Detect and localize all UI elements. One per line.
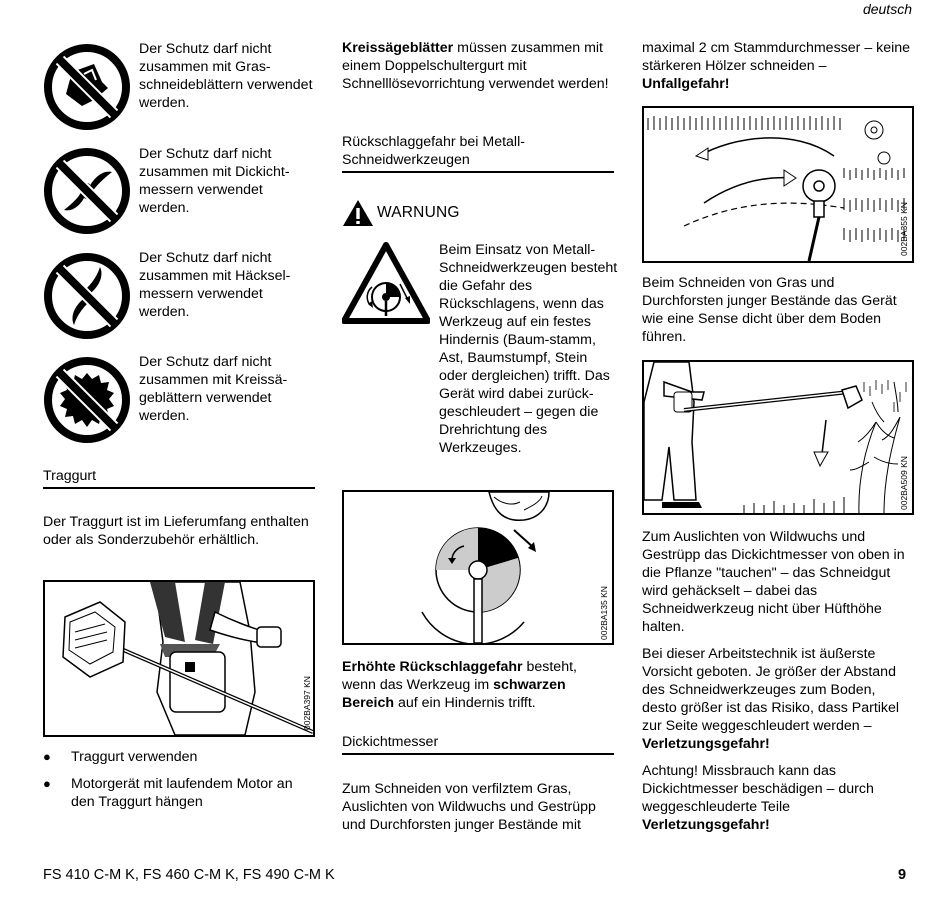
list-item-text: Traggurt verwenden <box>71 749 198 765</box>
warning-banner <box>342 199 460 227</box>
traggurt-body: Der Traggurt ist im Lieferumfang enthalten oder als Sonderzubehör erhältlich. <box>43 514 309 548</box>
bold-term: Erhöhte Rückschlaggefahr <box>342 659 523 675</box>
diameter-note <box>642 39 914 93</box>
harness-figure <box>43 580 315 737</box>
section-heading-kickback: Rückschlaggefahr bei Metall-Schneidwerkzeugen <box>342 133 614 173</box>
note-rest: besteht, wenn das Werkzeug im <box>342 659 577 693</box>
bold-warning: Verletzungsgefahr! <box>642 817 770 833</box>
bullet-icon: ● <box>43 776 51 791</box>
section-heading-traggurt: Traggurt <box>43 467 315 489</box>
page-number: 9 <box>898 867 907 883</box>
language-label: deutsch <box>862 1 912 17</box>
scything-text: Beim Schneiden von Gras und Durchforsten junger Bestände das Gerät wie eine Sense dicht über dem Boden führen. <box>642 275 897 345</box>
warning-triangle-icon <box>342 199 374 227</box>
symbol-text-brush-knife: Der Schutz darf nicht zusammen mit Dickicht-messern verwendet werden. <box>139 146 290 216</box>
list-item <box>43 748 315 766</box>
saw-blade-note <box>342 39 614 93</box>
no-circular-saw-blade-icon <box>42 355 132 445</box>
scything-illustration <box>644 108 912 261</box>
kickback-note <box>342 658 614 712</box>
bullet-icon: ● <box>43 749 51 764</box>
symbol-text-chopper: Der Schutz darf nicht zusammen mit Häcksel-messern verwendet werden. <box>139 250 291 320</box>
misuse-body: Achtung! Missbrauch kann das Dickichtmesser beschädigen – durch weggeschleuderte Teile <box>642 763 874 815</box>
warning-label: WARNUNG <box>377 204 460 221</box>
figure-code: 002BA397 KN <box>302 676 312 730</box>
brush-cutting-illustration <box>644 362 912 513</box>
no-grass-blade-icon <box>42 42 132 132</box>
bold-warning: Unfallgefahr! <box>642 76 730 92</box>
note-rest: müssen zusammen mit einem Doppelschultergurt mit Schnelllösevorrichtung verwendet werden! <box>342 40 609 92</box>
note-rest: auf ein Hindernis trifft. <box>394 695 536 711</box>
bold-warning: Verletzungsgefahr! <box>642 736 770 752</box>
list-item <box>43 775 315 811</box>
warning-text: Beim Einsatz von Metall-Schneidwerkzeugen besteht die Gefahr des Rückschlagens, wenn das Werkzeug auf ein festes Hindernis (Baum-stamm, Ast, Baumstumpf, Stein oder dergleichen) trifft. Das Gerät wird dabei zurück-geschleudert – gegen die Drehrichtung des Werkzeuges. <box>439 242 618 456</box>
brush-cutting-figure <box>642 360 914 515</box>
kickback-warning-icon <box>342 242 430 324</box>
figure-code: 002BA135 KN <box>599 586 609 640</box>
kickback-figure <box>342 490 614 645</box>
list-item-text: Motorgerät mit laufendem Motor an den Traggurt hängen <box>71 776 293 810</box>
dickicht-text: Zum Schneiden von verfilztem Gras, Auslichten von Wildwuchs und Gestrüpp und Durchforsten junger Bestände mit <box>342 781 596 833</box>
figure-code: 002BA509 KN <box>899 456 909 510</box>
symbol-text-grass: Der Schutz darf nicht zusammen mit Gras-schneideblättern verwendet werden. <box>139 41 313 111</box>
figure-code: 002BA355 KN <box>899 202 909 256</box>
brush-cutting-text: Zum Auslichten von Wildwuchs und Gestrüpp das Dickichtmesser von oben in die Pflanze "tauchen" – das Schneidgut wird gehäckselt – dabei das Schneidwerkzeug nicht über Hüfthöhe halten. <box>642 529 905 635</box>
caution-body: Bei dieser Arbeitstechnik ist äußerste Vorsicht geboten. Je größer der Abstand des Schneidwerkzeuges zum Boden, desto größer ist das Risiko, dass Partikel zur Seite weggeschleudert werden – <box>642 646 900 734</box>
bold-term: Kreissägeblätter <box>342 40 454 56</box>
footer-models: FS 410 C-M K, FS 460 C-M K, FS 490 C-M K <box>43 867 335 883</box>
section-heading-dickichtmesser: Dickichtmesser <box>342 733 614 755</box>
symbol-text-circular-saw: Der Schutz darf nicht zusammen mit Kreissä-geblättern verwendet werden. <box>139 354 288 424</box>
caution-text <box>642 645 914 753</box>
harness-illustration <box>45 582 313 735</box>
scything-figure <box>642 106 914 263</box>
note-text: maximal 2 cm Stammdurchmesser – keine stärkeren Hölzer schneiden – <box>642 40 911 74</box>
no-brush-knife-icon <box>42 146 132 236</box>
kickback-illustration <box>344 492 612 643</box>
misuse-text <box>642 762 914 834</box>
no-chopper-blade-icon <box>42 251 132 341</box>
bold-term: schwarzen Bereich <box>342 677 566 711</box>
